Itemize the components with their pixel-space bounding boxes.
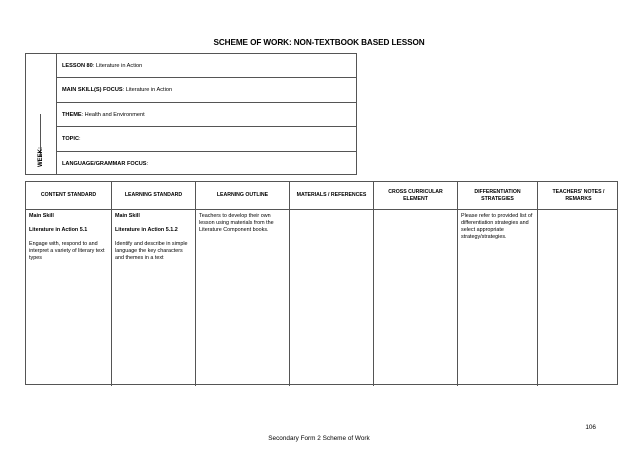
header-content-standard: CONTENT STANDARD bbox=[26, 182, 112, 209]
topic-value: : bbox=[79, 136, 81, 143]
header-cross-curricular: CROSS CURRICULAR ELEMENT bbox=[374, 182, 458, 209]
language-focus-row bbox=[57, 152, 357, 176]
skill-focus-value: : Literature in Action bbox=[122, 87, 173, 94]
learning-standard-code: Literature in Action 5.1.2 bbox=[115, 227, 178, 234]
language-focus-label: LANGUAGE/GRAMMAR FOCUS bbox=[62, 160, 147, 167]
lesson-value: : Literature in Action bbox=[92, 63, 143, 69]
skill-focus-label: MAIN SKILL(S) FOCUS bbox=[62, 87, 123, 94]
topic-label: TOPIC bbox=[62, 136, 79, 143]
week-column bbox=[26, 54, 57, 174]
lesson-label: LESSON 80 bbox=[62, 63, 93, 69]
learning-standard-cell bbox=[112, 209, 196, 386]
cross-curricular-cell bbox=[374, 209, 458, 386]
lesson-info-box bbox=[25, 53, 357, 175]
skill-focus-row bbox=[57, 78, 357, 102]
scheme-table bbox=[25, 181, 618, 385]
header-teacher-notes: TEACHERS' NOTES / REMARKS bbox=[552, 189, 605, 202]
theme-row bbox=[57, 103, 357, 127]
content-standard-code: Literature in Action 5.1 bbox=[29, 227, 88, 234]
header-materials: MATERIALS / REFERENCES bbox=[290, 182, 374, 209]
materials-cell bbox=[290, 209, 374, 386]
language-focus-value: : bbox=[146, 160, 149, 167]
week-label: WEEK: bbox=[38, 147, 44, 167]
page-footer: Secondary Form 2 Scheme of Work bbox=[268, 435, 370, 442]
topic-row bbox=[57, 127, 357, 151]
learning-standard-text: Identify and describe in simple language the key characters and themes in a text bbox=[115, 241, 188, 262]
theme-value: : Health and Environment bbox=[81, 111, 145, 118]
learning-outline-cell bbox=[196, 209, 290, 386]
content-standard-text: Engage with, respond to and interpret a variety of literary text types bbox=[29, 241, 105, 262]
content-standard-cell bbox=[26, 209, 112, 386]
theme-label: THEME bbox=[62, 111, 82, 118]
header-learning-outline: LEARNING OUTLINE bbox=[196, 182, 290, 209]
header-differentiation: DIFFERENTIATION STRATEGIES bbox=[458, 182, 538, 209]
content-standard-heading: Main Skill bbox=[29, 213, 54, 219]
differentiation-text: Please refer to provided list of differentiation strategies and select appropriate strategy/strategies. bbox=[461, 213, 533, 241]
learning-outline-text: Teachers to develop their own lesson using materials from the Literature Component books. bbox=[199, 213, 274, 234]
teacher-notes-cell bbox=[538, 209, 619, 386]
document-title: SCHEME OF WORK: NON-TEXTBOOK BASED LESSON bbox=[213, 38, 425, 47]
lesson-row bbox=[57, 54, 357, 78]
learning-standard-heading: Main Skill bbox=[115, 213, 140, 219]
page-number: 106 bbox=[585, 424, 596, 431]
differentiation-cell bbox=[458, 209, 538, 386]
header-learning-standard: LEARNING STANDARD bbox=[112, 182, 196, 209]
